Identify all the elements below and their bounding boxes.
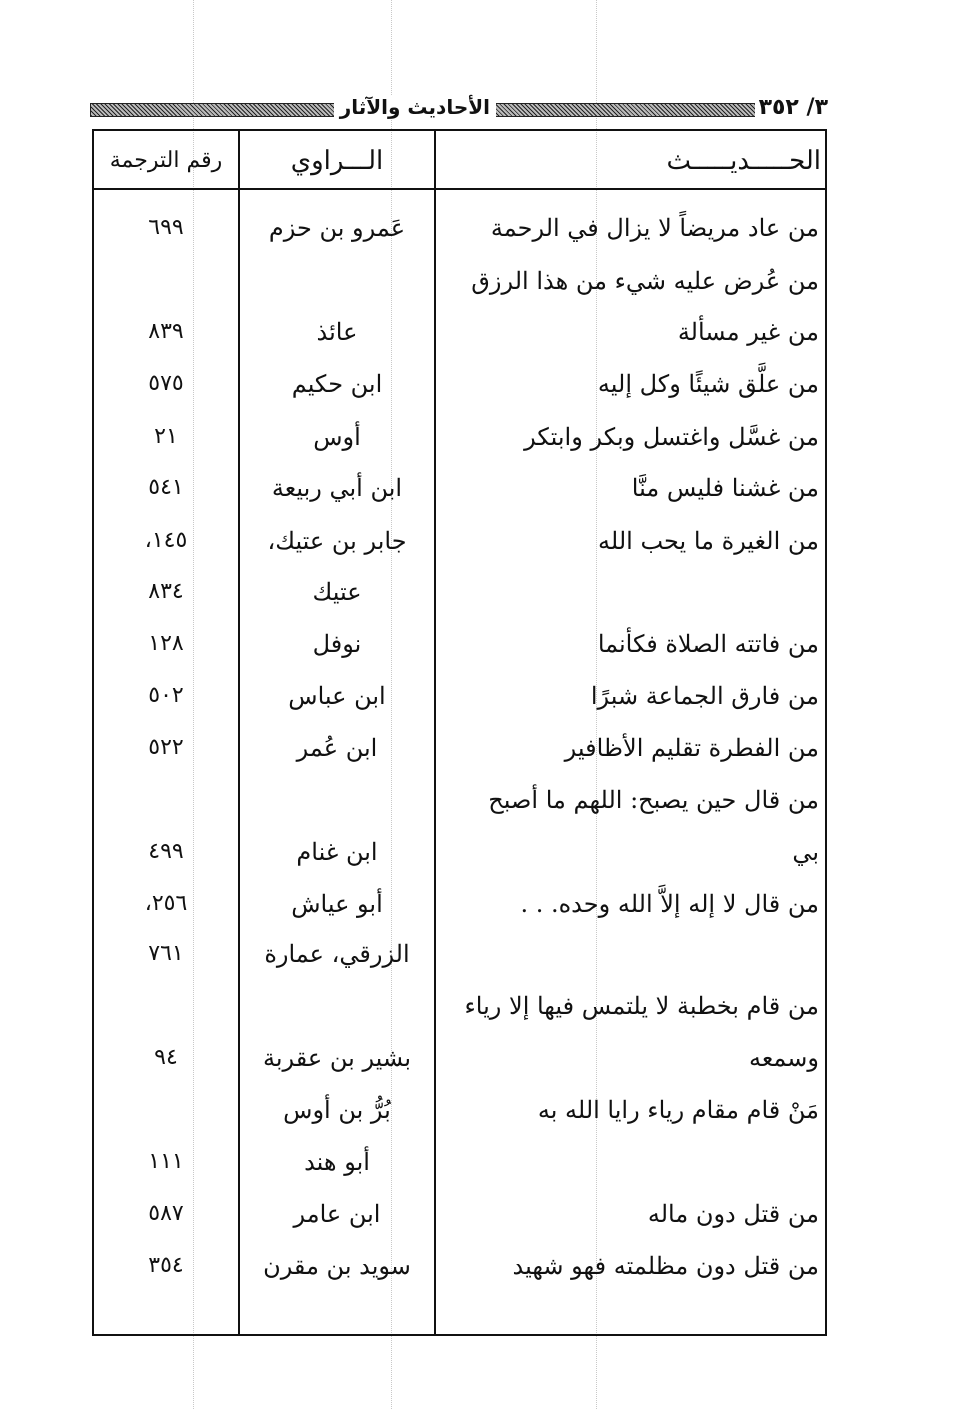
hadith-line: وسمعه xyxy=(748,1044,819,1072)
entry-number: ٢٥٦، xyxy=(144,891,188,916)
entry-number: ١١١ xyxy=(148,1149,184,1174)
hadith-line: من عاد مريضاً لا يزال في الرحمة xyxy=(490,214,819,242)
entry-number: ١٤٥، xyxy=(144,528,188,553)
entry-number: ٥٨٧ xyxy=(148,1201,184,1226)
hadith-line: من غير مسألة xyxy=(677,318,819,346)
narrator: الزرقي، عمارة xyxy=(264,940,410,968)
column-header-hadith: الحـــــديـــــث xyxy=(666,146,821,176)
entry-number: ٦٩٩ xyxy=(148,215,184,240)
entry-number: ٤٩٩ xyxy=(148,839,184,864)
entry-number: ٥٢٢ xyxy=(148,735,184,760)
narrator: أبو عياش xyxy=(291,890,383,918)
hadith-line: من عُرض عليه شيء من هذا الرزق xyxy=(471,267,819,295)
narrator: ابن عامر xyxy=(293,1200,381,1228)
hadith-line: من فاتته الصلاة فكأنما xyxy=(597,630,819,658)
narrator: أبو هند xyxy=(304,1148,370,1176)
hadith-line: من علَّق شيئًا وكل إليه xyxy=(597,370,819,398)
hadith-line: من قتل دون مظلمته فهو شهيد xyxy=(512,1252,819,1280)
narrator: أوس xyxy=(313,423,361,451)
column-header-narrator: الـــراوي xyxy=(290,146,384,176)
narrator: عائذ xyxy=(316,318,358,346)
narrator: ابن عباس xyxy=(288,682,386,710)
narrator: ابن حكيم xyxy=(291,370,383,398)
hadith-line: من قام بخطبة لا يلتمس فيها إلا رياء xyxy=(464,992,819,1020)
hadith-line: من الغيرة ما يحب الله xyxy=(598,527,819,555)
entry-number: ٥٠٢ xyxy=(148,683,184,708)
hadith-line: من قتل دون ماله xyxy=(647,1200,819,1228)
narrator: عتيك xyxy=(312,578,362,606)
entry-number: ٥٤١ xyxy=(148,475,184,500)
running-header xyxy=(92,95,832,123)
hadith-line: من غسَّل واغتسل وبكر وابتكر xyxy=(524,423,819,451)
narrator: جابر بن عتيك، xyxy=(267,527,407,555)
hadith-line: من غشنا فليس منَّا xyxy=(631,474,819,502)
narrator: نوفل xyxy=(312,630,362,658)
narrator: ابن عُمر xyxy=(296,734,378,762)
index-table xyxy=(92,129,827,1336)
entry-number: ٨٣٩ xyxy=(148,319,184,344)
entry-number: ٩٤ xyxy=(154,1045,178,1070)
hadith-line: من فارق الجماعة شبرًا xyxy=(590,682,819,710)
narrator: عَمرو بن حزم xyxy=(268,214,406,242)
column-divider xyxy=(434,131,436,1334)
entry-number: ٢١ xyxy=(154,424,178,449)
entry-number: ١٢٨ xyxy=(148,631,184,656)
column-header-entry-number: رقم الترجمة xyxy=(109,148,223,173)
narrator: ابن أبي ربيعة xyxy=(271,474,403,502)
hadith-line: من الفطرة تقليم الأظافير xyxy=(564,734,819,762)
running-title: الأحاديث والآثار xyxy=(334,95,496,119)
header-divider xyxy=(94,188,825,190)
entry-number: ٨٣٤ xyxy=(148,579,184,604)
hadith-line: من قال حين يصبح: اللهم ما أصبح xyxy=(488,786,819,814)
hadith-line: مَنْ قام مقام رياء رايا الله به xyxy=(537,1096,819,1124)
entry-number: ٧٦١ xyxy=(148,941,184,966)
narrator: بشير بن عقربة xyxy=(262,1044,412,1072)
narrator: سويد بن مقرن xyxy=(263,1252,411,1280)
narrator: ابن غنام xyxy=(296,838,378,866)
hadith-line: بي xyxy=(792,838,819,866)
page-number: ٣/ ٣٥٢ xyxy=(755,95,832,120)
hadith-line: من قال لا إله إلاَّ الله وحده. . . xyxy=(520,890,819,918)
entry-number: ٥٧٥ xyxy=(148,371,184,396)
narrator: بُرُّ بن أوس xyxy=(283,1096,391,1124)
entry-number: ٣٥٤ xyxy=(148,1253,184,1278)
